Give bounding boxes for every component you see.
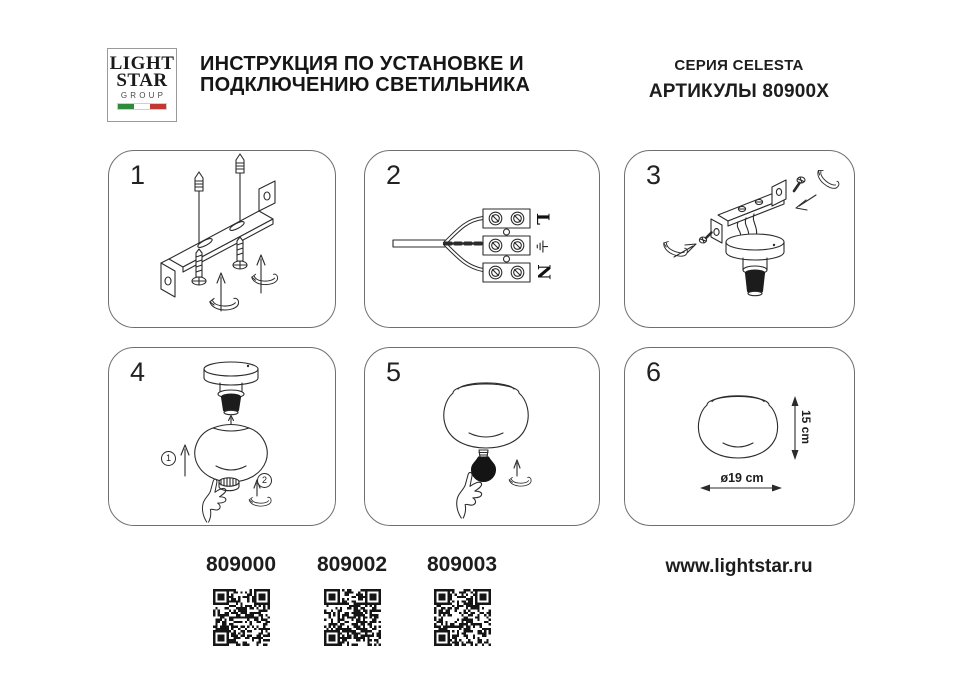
height-dimension-arrow xyxy=(792,396,799,460)
line-label: L xyxy=(531,213,552,225)
flag-white xyxy=(134,104,150,109)
step-number: 1 xyxy=(130,160,146,190)
step-number: 2 xyxy=(386,160,402,190)
assembled-lamp xyxy=(698,396,777,458)
tiny-up-arrow-icon xyxy=(229,416,234,425)
twist-up-arrow-icon xyxy=(514,460,520,476)
assembled-lamp xyxy=(444,383,528,448)
ceiling-canopy xyxy=(204,362,258,398)
step-number: 5 xyxy=(386,357,402,387)
step-5-panel xyxy=(364,347,600,526)
step-2-panel xyxy=(364,150,600,328)
articles-label: АРТИКУЛЫ 80900X xyxy=(648,81,830,102)
screw-icon xyxy=(794,177,805,191)
step-1-panel xyxy=(108,150,336,328)
logo-word-group: GROUP xyxy=(120,91,167,100)
diameter-dimension-label: ø19 cm xyxy=(720,471,764,485)
callout-2: 2 xyxy=(257,473,272,488)
logo-word-light: LIGHT xyxy=(109,53,175,74)
terminal-block xyxy=(483,209,530,282)
lamp-socket xyxy=(222,394,241,415)
step-4-panel xyxy=(108,347,336,526)
website-url: www.lightstar.ru xyxy=(665,556,813,577)
title-line-1: ИНСТРУКЦИЯ ПО УСТАНОВКЕ И xyxy=(200,53,524,75)
twist-arrow-icon xyxy=(509,477,531,486)
lightstar-logo xyxy=(107,48,177,122)
qr-code-809000 xyxy=(213,589,270,646)
article-code-2: 809002 xyxy=(316,553,388,576)
series-label: СЕРИЯ CELESTA xyxy=(674,57,804,74)
callout-1: 1 xyxy=(161,451,176,466)
ground-icon xyxy=(534,239,549,254)
screw-icon xyxy=(699,233,711,244)
twist-arrow-icon xyxy=(252,274,278,285)
italian-flag-stripe xyxy=(117,103,167,110)
article-code-3: 809003 xyxy=(426,553,498,576)
diameter-dimension-arrow xyxy=(700,485,782,492)
step-number: 4 xyxy=(130,357,146,387)
qr-code-809002 xyxy=(324,589,381,646)
supply-cable xyxy=(393,218,483,270)
twist-arrow-icon xyxy=(210,298,239,310)
step-number: 6 xyxy=(646,357,662,387)
qr-code-809003 xyxy=(434,589,491,646)
flag-green xyxy=(118,104,134,109)
wall-plug-icon xyxy=(195,154,244,191)
light-bulb xyxy=(472,450,496,482)
title-line-2: ПОДКЛЮЧЕНИЮ СВЕТИЛЬНИКА xyxy=(200,74,531,96)
ceiling-canopy xyxy=(726,234,784,260)
step-6-panel xyxy=(624,347,855,526)
glass-shade xyxy=(195,425,267,483)
step-number: 3 xyxy=(646,160,662,190)
neutral-label: N xyxy=(532,264,553,280)
lamp-socket xyxy=(743,258,767,296)
series-block xyxy=(620,57,858,103)
twist-arrow-icon xyxy=(814,168,840,192)
article-code-1: 809000 xyxy=(205,553,277,576)
logo-word-star: STAR xyxy=(116,70,168,91)
flag-red xyxy=(150,104,166,109)
twist-arrow-icon xyxy=(249,497,271,506)
page-title xyxy=(200,54,530,96)
height-dimension-label: 15 cm xyxy=(799,409,813,445)
step-3-panel xyxy=(624,150,855,328)
up-arrow-icon xyxy=(181,445,189,476)
insert-arrow-icon xyxy=(796,195,816,210)
